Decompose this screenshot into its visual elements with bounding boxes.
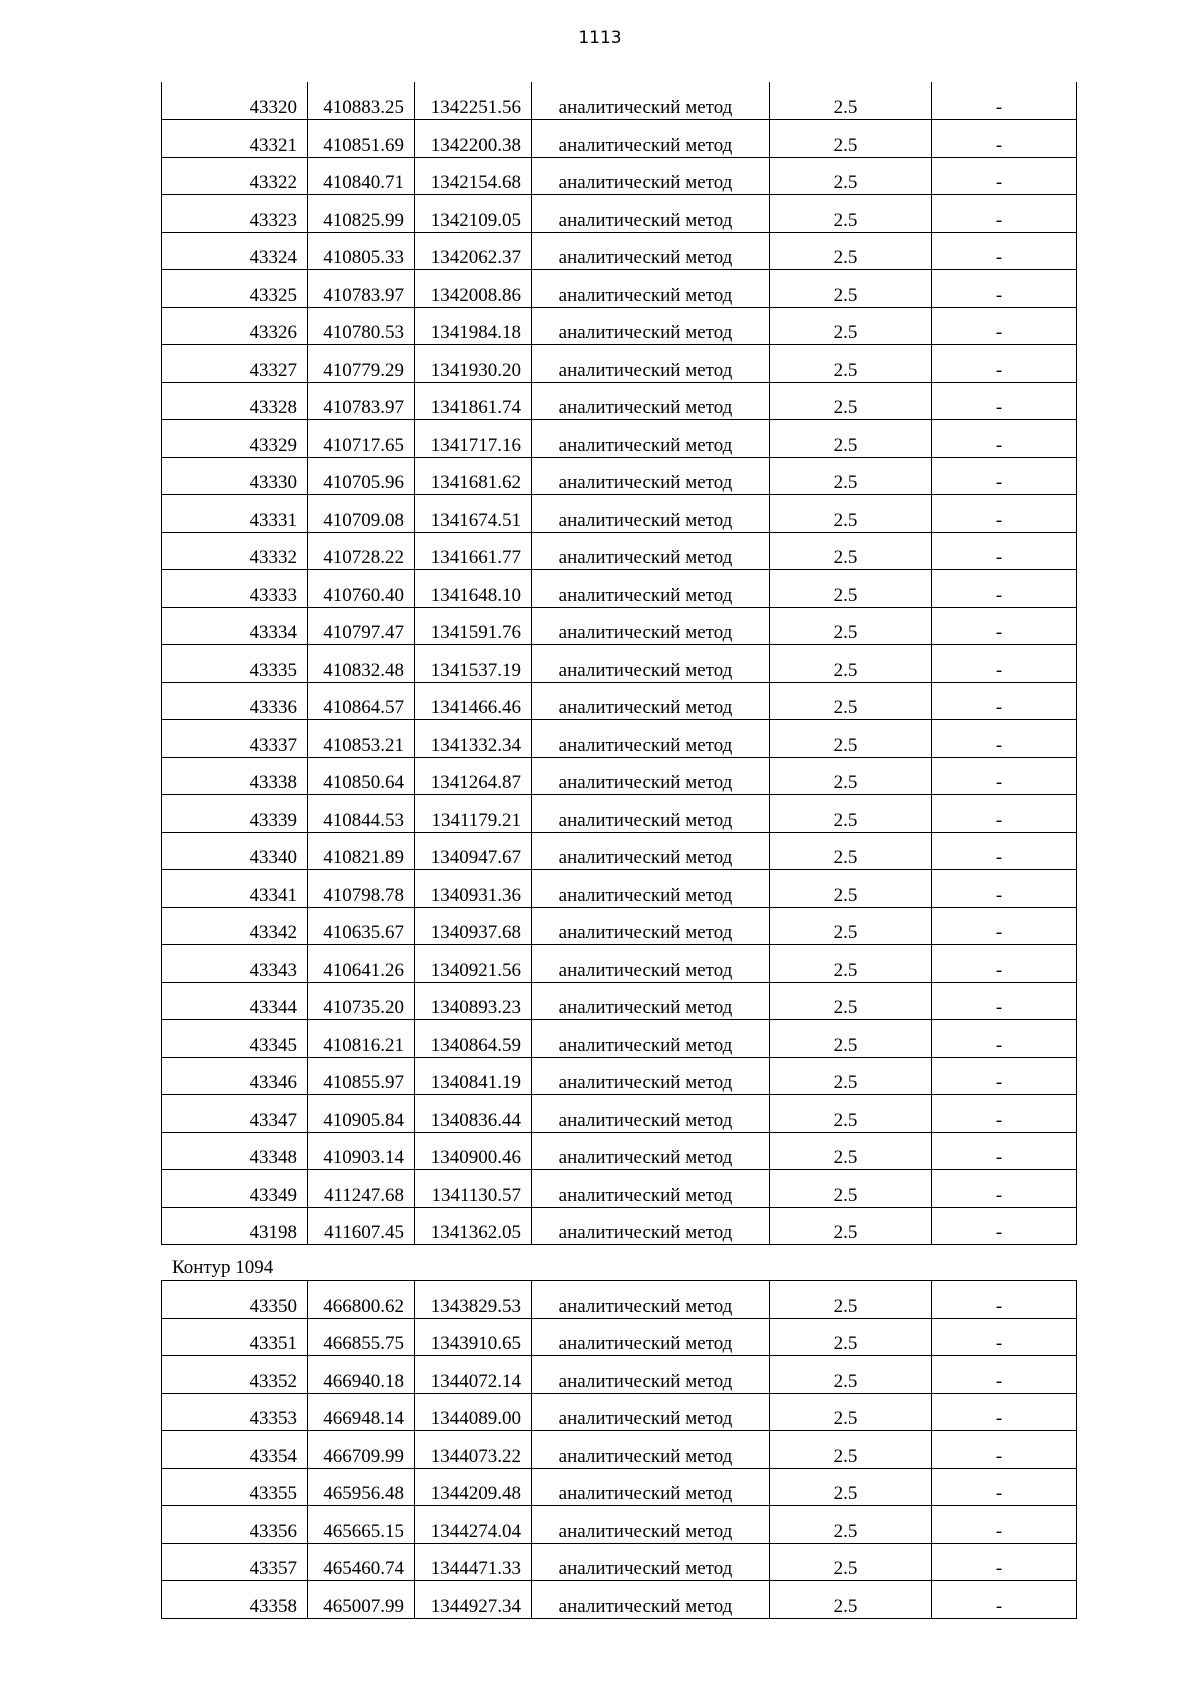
accuracy-cell: 2.5 xyxy=(770,1207,932,1245)
method-cell: аналитический метод xyxy=(532,157,770,195)
table-row xyxy=(162,82,1077,120)
note-cell: - xyxy=(932,1393,1077,1431)
point-number-cell: 43322 xyxy=(162,157,308,195)
point-number-cell: 43336 xyxy=(162,682,308,720)
y-coordinate-cell: 1341591.76 xyxy=(415,607,532,645)
x-coordinate-cell: 410821.89 xyxy=(308,832,415,870)
table-row xyxy=(162,1020,1077,1058)
y-coordinate-cell: 1341661.77 xyxy=(415,532,532,570)
y-coordinate-cell: 1340900.46 xyxy=(415,1132,532,1170)
table-row xyxy=(162,832,1077,870)
method-cell: аналитический метод xyxy=(532,1393,770,1431)
point-number-cell: 43351 xyxy=(162,1318,308,1356)
note-cell: - xyxy=(932,757,1077,795)
y-coordinate-cell: 1344089.00 xyxy=(415,1393,532,1431)
accuracy-cell: 2.5 xyxy=(770,907,932,945)
point-number-cell: 43356 xyxy=(162,1506,308,1544)
accuracy-cell: 2.5 xyxy=(770,682,932,720)
method-cell: аналитический метод xyxy=(532,82,770,120)
x-coordinate-cell: 410798.78 xyxy=(308,870,415,908)
note-cell: - xyxy=(932,457,1077,495)
accuracy-cell: 2.5 xyxy=(770,607,932,645)
point-number-cell: 43349 xyxy=(162,1170,308,1208)
method-cell: аналитический метод xyxy=(532,1281,770,1319)
point-number-cell: 43341 xyxy=(162,870,308,908)
method-cell: аналитический метод xyxy=(532,457,770,495)
point-number-cell: 43348 xyxy=(162,1132,308,1170)
table-row xyxy=(162,720,1077,758)
table-row xyxy=(162,870,1077,908)
x-coordinate-cell: 466855.75 xyxy=(308,1318,415,1356)
x-coordinate-cell: 410780.53 xyxy=(308,307,415,345)
method-cell: аналитический метод xyxy=(532,757,770,795)
y-coordinate-cell: 1344072.14 xyxy=(415,1356,532,1394)
table-row xyxy=(162,982,1077,1020)
y-coordinate-cell: 1341466.46 xyxy=(415,682,532,720)
note-cell: - xyxy=(932,270,1077,308)
method-cell: аналитический метод xyxy=(532,1170,770,1208)
accuracy-cell: 2.5 xyxy=(770,420,932,458)
y-coordinate-cell: 1341130.57 xyxy=(415,1170,532,1208)
table-row xyxy=(162,1095,1077,1133)
accuracy-cell: 2.5 xyxy=(770,1581,932,1619)
table-row xyxy=(162,1057,1077,1095)
table-row xyxy=(162,1506,1077,1544)
table-row xyxy=(162,795,1077,833)
y-coordinate-cell: 1341984.18 xyxy=(415,307,532,345)
y-coordinate-cell: 1341648.10 xyxy=(415,570,532,608)
point-number-cell: 43338 xyxy=(162,757,308,795)
point-number-cell: 43343 xyxy=(162,945,308,983)
table-row xyxy=(162,307,1077,345)
note-cell: - xyxy=(932,832,1077,870)
method-cell: аналитический метод xyxy=(532,1581,770,1619)
table-row xyxy=(162,157,1077,195)
method-cell: аналитический метод xyxy=(532,420,770,458)
accuracy-cell: 2.5 xyxy=(770,345,932,383)
note-cell: - xyxy=(932,682,1077,720)
accuracy-cell: 2.5 xyxy=(770,1020,932,1058)
method-cell: аналитический метод xyxy=(532,795,770,833)
note-cell: - xyxy=(932,1207,1077,1245)
method-cell: аналитический метод xyxy=(532,1132,770,1170)
table-row xyxy=(162,1393,1077,1431)
table-row xyxy=(162,195,1077,233)
y-coordinate-cell: 1340947.67 xyxy=(415,832,532,870)
x-coordinate-cell: 410825.99 xyxy=(308,195,415,233)
point-number-cell: 43330 xyxy=(162,457,308,495)
x-coordinate-cell: 410855.97 xyxy=(308,1057,415,1095)
accuracy-cell: 2.5 xyxy=(770,1170,932,1208)
point-number-cell: 43198 xyxy=(162,1207,308,1245)
point-number-cell: 43350 xyxy=(162,1281,308,1319)
note-cell: - xyxy=(932,307,1077,345)
x-coordinate-cell: 410840.71 xyxy=(308,157,415,195)
point-number-cell: 43339 xyxy=(162,795,308,833)
x-coordinate-cell: 410832.48 xyxy=(308,645,415,683)
accuracy-cell: 2.5 xyxy=(770,120,932,158)
accuracy-cell: 2.5 xyxy=(770,195,932,233)
accuracy-cell: 2.5 xyxy=(770,382,932,420)
note-cell: - xyxy=(932,1095,1077,1133)
table-row xyxy=(162,1132,1077,1170)
note-cell: - xyxy=(932,1356,1077,1394)
note-cell: - xyxy=(932,607,1077,645)
point-number-cell: 43334 xyxy=(162,607,308,645)
y-coordinate-cell: 1342062.37 xyxy=(415,232,532,270)
x-coordinate-cell: 465956.48 xyxy=(308,1468,415,1506)
y-coordinate-cell: 1340931.36 xyxy=(415,870,532,908)
note-cell: - xyxy=(932,1281,1077,1319)
page-number: 1113 xyxy=(578,28,622,48)
y-coordinate-cell: 1344274.04 xyxy=(415,1506,532,1544)
accuracy-cell: 2.5 xyxy=(770,1393,932,1431)
method-cell: аналитический метод xyxy=(532,870,770,908)
x-coordinate-cell: 410850.64 xyxy=(308,757,415,795)
accuracy-cell: 2.5 xyxy=(770,795,932,833)
method-cell: аналитический метод xyxy=(532,232,770,270)
x-coordinate-cell: 410883.25 xyxy=(308,82,415,120)
method-cell: аналитический метод xyxy=(532,1468,770,1506)
x-coordinate-cell: 410709.08 xyxy=(308,495,415,533)
method-cell: аналитический метод xyxy=(532,382,770,420)
y-coordinate-cell: 1341930.20 xyxy=(415,345,532,383)
table-row xyxy=(162,1318,1077,1356)
y-coordinate-cell: 1341681.62 xyxy=(415,457,532,495)
accuracy-cell: 2.5 xyxy=(770,1431,932,1469)
y-coordinate-cell: 1343910.65 xyxy=(415,1318,532,1356)
point-number-cell: 43353 xyxy=(162,1393,308,1431)
accuracy-cell: 2.5 xyxy=(770,307,932,345)
x-coordinate-cell: 410903.14 xyxy=(308,1132,415,1170)
point-number-cell: 43346 xyxy=(162,1057,308,1095)
note-cell: - xyxy=(932,907,1077,945)
note-cell: - xyxy=(932,795,1077,833)
note-cell: - xyxy=(932,1132,1077,1170)
table-row xyxy=(162,1170,1077,1208)
method-cell: аналитический метод xyxy=(532,195,770,233)
x-coordinate-cell: 410641.26 xyxy=(308,945,415,983)
accuracy-cell: 2.5 xyxy=(770,495,932,533)
table-row xyxy=(162,645,1077,683)
point-number-cell: 43324 xyxy=(162,232,308,270)
method-cell: аналитический метод xyxy=(532,307,770,345)
table-row xyxy=(162,382,1077,420)
y-coordinate-cell: 1342008.86 xyxy=(415,270,532,308)
accuracy-cell: 2.5 xyxy=(770,157,932,195)
note-cell: - xyxy=(932,495,1077,533)
note-cell: - xyxy=(932,195,1077,233)
x-coordinate-cell: 410783.97 xyxy=(308,270,415,308)
y-coordinate-cell: 1344073.22 xyxy=(415,1431,532,1469)
method-cell: аналитический метод xyxy=(532,1318,770,1356)
table-row xyxy=(162,1207,1077,1245)
point-number-cell: 43340 xyxy=(162,832,308,870)
x-coordinate-cell: 410844.53 xyxy=(308,795,415,833)
point-number-cell: 43354 xyxy=(162,1431,308,1469)
x-coordinate-cell: 411607.45 xyxy=(308,1207,415,1245)
accuracy-cell: 2.5 xyxy=(770,1281,932,1319)
note-cell: - xyxy=(932,570,1077,608)
table-row xyxy=(162,945,1077,983)
y-coordinate-cell: 1341717.16 xyxy=(415,420,532,458)
table-row xyxy=(162,682,1077,720)
y-coordinate-cell: 1341537.19 xyxy=(415,645,532,683)
method-cell: аналитический метод xyxy=(532,1506,770,1544)
accuracy-cell: 2.5 xyxy=(770,1543,932,1581)
method-cell: аналитический метод xyxy=(532,495,770,533)
point-number-cell: 43335 xyxy=(162,645,308,683)
point-number-cell: 43323 xyxy=(162,195,308,233)
method-cell: аналитический метод xyxy=(532,832,770,870)
contour-coordinates-table-body xyxy=(162,1281,1077,1619)
point-number-cell: 43337 xyxy=(162,720,308,758)
accuracy-cell: 2.5 xyxy=(770,232,932,270)
note-cell: - xyxy=(932,720,1077,758)
table-row xyxy=(162,457,1077,495)
y-coordinate-cell: 1344209.48 xyxy=(415,1468,532,1506)
accuracy-cell: 2.5 xyxy=(770,645,932,683)
x-coordinate-cell: 410728.22 xyxy=(308,532,415,570)
coordinates-table-body xyxy=(162,82,1077,1245)
x-coordinate-cell: 410797.47 xyxy=(308,607,415,645)
accuracy-cell: 2.5 xyxy=(770,1318,932,1356)
y-coordinate-cell: 1341674.51 xyxy=(415,495,532,533)
note-cell: - xyxy=(932,645,1077,683)
method-cell: аналитический метод xyxy=(532,345,770,383)
note-cell: - xyxy=(932,1581,1077,1619)
table-row xyxy=(162,757,1077,795)
accuracy-cell: 2.5 xyxy=(770,757,932,795)
point-number-cell: 43355 xyxy=(162,1468,308,1506)
method-cell: аналитический метод xyxy=(532,120,770,158)
accuracy-cell: 2.5 xyxy=(770,720,932,758)
point-number-cell: 43345 xyxy=(162,1020,308,1058)
point-number-cell: 43331 xyxy=(162,495,308,533)
method-cell: аналитический метод xyxy=(532,1020,770,1058)
x-coordinate-cell: 465007.99 xyxy=(308,1581,415,1619)
method-cell: аналитический метод xyxy=(532,720,770,758)
method-cell: аналитический метод xyxy=(532,1095,770,1133)
x-coordinate-cell: 466948.14 xyxy=(308,1393,415,1431)
point-number-cell: 43327 xyxy=(162,345,308,383)
table-row xyxy=(162,1431,1077,1469)
note-cell: - xyxy=(932,1020,1077,1058)
table-row xyxy=(162,607,1077,645)
x-coordinate-cell: 410705.96 xyxy=(308,457,415,495)
y-coordinate-cell: 1341332.34 xyxy=(415,720,532,758)
accuracy-cell: 2.5 xyxy=(770,457,932,495)
x-coordinate-cell: 410717.65 xyxy=(308,420,415,458)
y-coordinate-cell: 1340937.68 xyxy=(415,907,532,945)
y-coordinate-cell: 1342109.05 xyxy=(415,195,532,233)
table-row xyxy=(162,1281,1077,1319)
accuracy-cell: 2.5 xyxy=(770,1132,932,1170)
y-coordinate-cell: 1340893.23 xyxy=(415,982,532,1020)
note-cell: - xyxy=(932,1431,1077,1469)
accuracy-cell: 2.5 xyxy=(770,832,932,870)
x-coordinate-cell: 466940.18 xyxy=(308,1356,415,1394)
note-cell: - xyxy=(932,120,1077,158)
table-row xyxy=(162,120,1077,158)
method-cell: аналитический метод xyxy=(532,1207,770,1245)
note-cell: - xyxy=(932,157,1077,195)
table-row xyxy=(162,1468,1077,1506)
method-cell: аналитический метод xyxy=(532,1543,770,1581)
point-number-cell: 43325 xyxy=(162,270,308,308)
x-coordinate-cell: 410864.57 xyxy=(308,682,415,720)
note-cell: - xyxy=(932,1318,1077,1356)
note-cell: - xyxy=(932,82,1077,120)
point-number-cell: 43326 xyxy=(162,307,308,345)
table-row xyxy=(162,907,1077,945)
x-coordinate-cell: 410851.69 xyxy=(308,120,415,158)
method-cell: аналитический метод xyxy=(532,1057,770,1095)
table-row xyxy=(162,1543,1077,1581)
accuracy-cell: 2.5 xyxy=(770,870,932,908)
y-coordinate-cell: 1344471.33 xyxy=(415,1543,532,1581)
accuracy-cell: 2.5 xyxy=(770,82,932,120)
table-row xyxy=(162,532,1077,570)
table-row xyxy=(162,1356,1077,1394)
method-cell: аналитический метод xyxy=(532,945,770,983)
x-coordinate-cell: 411247.68 xyxy=(308,1170,415,1208)
y-coordinate-cell: 1341362.05 xyxy=(415,1207,532,1245)
x-coordinate-cell: 410805.33 xyxy=(308,232,415,270)
y-coordinate-cell: 1340841.19 xyxy=(415,1057,532,1095)
note-cell: - xyxy=(932,532,1077,570)
table-row xyxy=(162,345,1077,383)
note-cell: - xyxy=(932,1170,1077,1208)
accuracy-cell: 2.5 xyxy=(770,570,932,608)
table-row xyxy=(162,570,1077,608)
y-coordinate-cell: 1341179.21 xyxy=(415,795,532,833)
y-coordinate-cell: 1341264.87 xyxy=(415,757,532,795)
note-cell: - xyxy=(932,232,1077,270)
method-cell: аналитический метод xyxy=(532,1431,770,1469)
method-cell: аналитический метод xyxy=(532,645,770,683)
note-cell: - xyxy=(932,1543,1077,1581)
y-coordinate-cell: 1342200.38 xyxy=(415,120,532,158)
note-cell: - xyxy=(932,1506,1077,1544)
accuracy-cell: 2.5 xyxy=(770,532,932,570)
point-number-cell: 43357 xyxy=(162,1543,308,1581)
y-coordinate-cell: 1342251.56 xyxy=(415,82,532,120)
note-cell: - xyxy=(932,345,1077,383)
point-number-cell: 43333 xyxy=(162,570,308,608)
point-number-cell: 43347 xyxy=(162,1095,308,1133)
y-coordinate-cell: 1342154.68 xyxy=(415,157,532,195)
point-number-cell: 43344 xyxy=(162,982,308,1020)
note-cell: - xyxy=(932,420,1077,458)
y-coordinate-cell: 1343829.53 xyxy=(415,1281,532,1319)
accuracy-cell: 2.5 xyxy=(770,1095,932,1133)
accuracy-cell: 2.5 xyxy=(770,982,932,1020)
x-coordinate-cell: 466800.62 xyxy=(308,1281,415,1319)
method-cell: аналитический метод xyxy=(532,532,770,570)
note-cell: - xyxy=(932,870,1077,908)
point-number-cell: 43352 xyxy=(162,1356,308,1394)
y-coordinate-cell: 1341861.74 xyxy=(415,382,532,420)
note-cell: - xyxy=(932,945,1077,983)
x-coordinate-cell: 410816.21 xyxy=(308,1020,415,1058)
point-number-cell: 43332 xyxy=(162,532,308,570)
accuracy-cell: 2.5 xyxy=(770,1356,932,1394)
table-row xyxy=(162,232,1077,270)
method-cell: аналитический метод xyxy=(532,270,770,308)
accuracy-cell: 2.5 xyxy=(770,1057,932,1095)
y-coordinate-cell: 1340836.44 xyxy=(415,1095,532,1133)
table-row xyxy=(162,270,1077,308)
method-cell: аналитический метод xyxy=(532,682,770,720)
accuracy-cell: 2.5 xyxy=(770,1468,932,1506)
x-coordinate-cell: 465665.15 xyxy=(308,1506,415,1544)
accuracy-cell: 2.5 xyxy=(770,945,932,983)
note-cell: - xyxy=(932,382,1077,420)
x-coordinate-cell: 410760.40 xyxy=(308,570,415,608)
point-number-cell: 43320 xyxy=(162,82,308,120)
table-row xyxy=(162,420,1077,458)
x-coordinate-cell: 410779.29 xyxy=(308,345,415,383)
note-cell: - xyxy=(932,1057,1077,1095)
method-cell: аналитический метод xyxy=(532,607,770,645)
point-number-cell: 43321 xyxy=(162,120,308,158)
note-cell: - xyxy=(932,1468,1077,1506)
x-coordinate-cell: 410635.67 xyxy=(308,907,415,945)
note-cell: - xyxy=(932,982,1077,1020)
point-number-cell: 43328 xyxy=(162,382,308,420)
point-number-cell: 43358 xyxy=(162,1581,308,1619)
x-coordinate-cell: 410735.20 xyxy=(308,982,415,1020)
x-coordinate-cell: 465460.74 xyxy=(308,1543,415,1581)
y-coordinate-cell: 1340864.59 xyxy=(415,1020,532,1058)
accuracy-cell: 2.5 xyxy=(770,270,932,308)
contour-coordinates-table xyxy=(161,1280,1077,1619)
table-row xyxy=(162,495,1077,533)
table-row xyxy=(162,1581,1077,1619)
x-coordinate-cell: 410853.21 xyxy=(308,720,415,758)
accuracy-cell: 2.5 xyxy=(770,1506,932,1544)
point-number-cell: 43342 xyxy=(162,907,308,945)
y-coordinate-cell: 1344927.34 xyxy=(415,1581,532,1619)
method-cell: аналитический метод xyxy=(532,982,770,1020)
contour-label: Контур 1094 xyxy=(172,1257,274,1278)
coordinates-table xyxy=(161,82,1077,1245)
x-coordinate-cell: 466709.99 xyxy=(308,1431,415,1469)
point-number-cell: 43329 xyxy=(162,420,308,458)
y-coordinate-cell: 1340921.56 xyxy=(415,945,532,983)
x-coordinate-cell: 410783.97 xyxy=(308,382,415,420)
x-coordinate-cell: 410905.84 xyxy=(308,1095,415,1133)
method-cell: аналитический метод xyxy=(532,570,770,608)
method-cell: аналитический метод xyxy=(532,907,770,945)
method-cell: аналитический метод xyxy=(532,1356,770,1394)
